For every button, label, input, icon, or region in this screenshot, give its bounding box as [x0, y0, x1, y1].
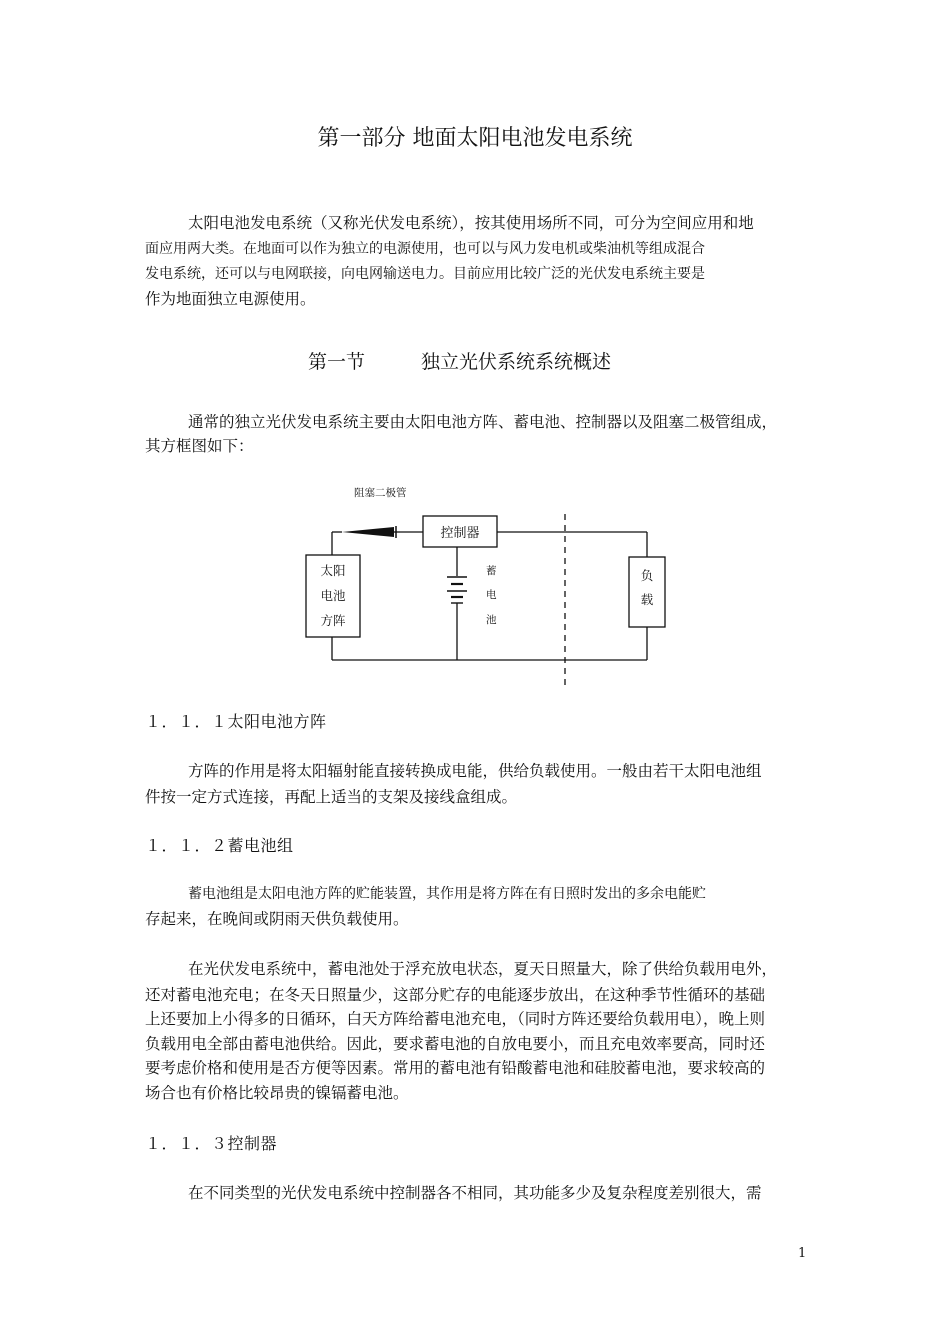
solar-array-label-1: 太阳	[320, 563, 346, 578]
intro-line-4: 作为地面独立电源使用。	[145, 290, 316, 308]
intro-line-1: 太阳电池发电系统（又称光伏发电系统），按其使用场所不同，可分为空间应用和地	[188, 214, 754, 232]
overview-line-1: 通常的独立光伏发电系统主要由太阳电池方阵、蓄电池、控制器以及阻塞二极管组成，	[188, 413, 778, 431]
sub2-para2-line-4: 负载用电全部由蓄电池供给。因此，要求蓄电池的自放电要小，而且充电效率要高，同时还	[145, 1035, 766, 1053]
section-number: 第一节	[308, 351, 366, 373]
page-number: 1	[798, 1246, 807, 1261]
sub2-para2-line-6: 场合也有价格比较昂贵的镍镉蓄电池。	[145, 1084, 409, 1102]
diode-label: 阻塞二极管	[354, 487, 407, 499]
sub1-line-1: 方阵的作用是将太阳辐射能直接转换成电能，供给负载使用。一般由若干太阳电池组	[188, 762, 762, 780]
sub2-line-2: 存起来，在晚间或阴雨天供负载使用。	[145, 910, 409, 928]
page-title: 第一部分 地面太阳电池发电系统	[317, 126, 633, 151]
sub1-heading: １．１．１太阳电池方阵	[145, 712, 327, 731]
battery-label-3: 池	[486, 614, 497, 626]
battery-label-1: 蓄	[486, 565, 497, 577]
intro-line-2: 面应用两大类。在地面可以作为独立的电源使用，也可以与风力发电机或柴油机等组成混合	[145, 241, 705, 257]
battery-label-2: 电	[486, 589, 497, 601]
sub2-para2-line-1: 在光伏发电系统中，蓄电池处于浮充放电状态，夏天日照量大，除了供给负载用电外，	[188, 960, 778, 978]
sub2-heading: １．１．２蓄电池组	[145, 836, 294, 855]
overview-line-2: 其方框图如下：	[145, 437, 254, 455]
battery-icon	[447, 577, 467, 603]
load-label-1: 负	[640, 568, 654, 583]
sub3-line-1: 在不同类型的光伏发电系统中控制器各不相同，其功能多少及复杂程度差别很大，需	[188, 1184, 762, 1202]
section-title: 独立光伏系统系统概述	[421, 351, 612, 373]
load-label-2: 载	[640, 592, 654, 607]
sub2-para2-line-5: 要考虑价格和使用是否方便等因素。常用的蓄电池有铅酸蓄电池和硅胶蓄电池，要求较高的	[145, 1059, 766, 1077]
diode-arrow-icon	[342, 527, 394, 537]
controller-label: 控制器	[440, 526, 480, 541]
sub3-heading: １．１．３控制器	[145, 1134, 278, 1153]
intro-line-3: 发电系统，还可以与电网联接，向电网输送电力。目前应用比较广泛的光伏发电系统主要是	[145, 266, 705, 282]
sub2-para2-line-3: 上还要加上小得多的日循环，白天方阵给蓄电池充电，（同时方阵还要给负载用电），晚上则	[145, 1010, 766, 1028]
sub1-line-2: 件按一定方式连接，再配上适当的支架及接线盒组成。	[145, 788, 518, 806]
solar-array-label-2: 电池	[320, 588, 346, 603]
sub2-para2-line-2: 还对蓄电池充电；在冬天日照量少，这部分贮存的电能逐步放出，在这种季节性循环的基础	[145, 986, 766, 1004]
sub2-line-1: 蓄电池组是太阳电池方阵的贮能装置，其作用是将方阵在有日照时发出的多余电能贮	[188, 886, 706, 902]
solar-array-label-3: 方阵	[320, 613, 346, 628]
